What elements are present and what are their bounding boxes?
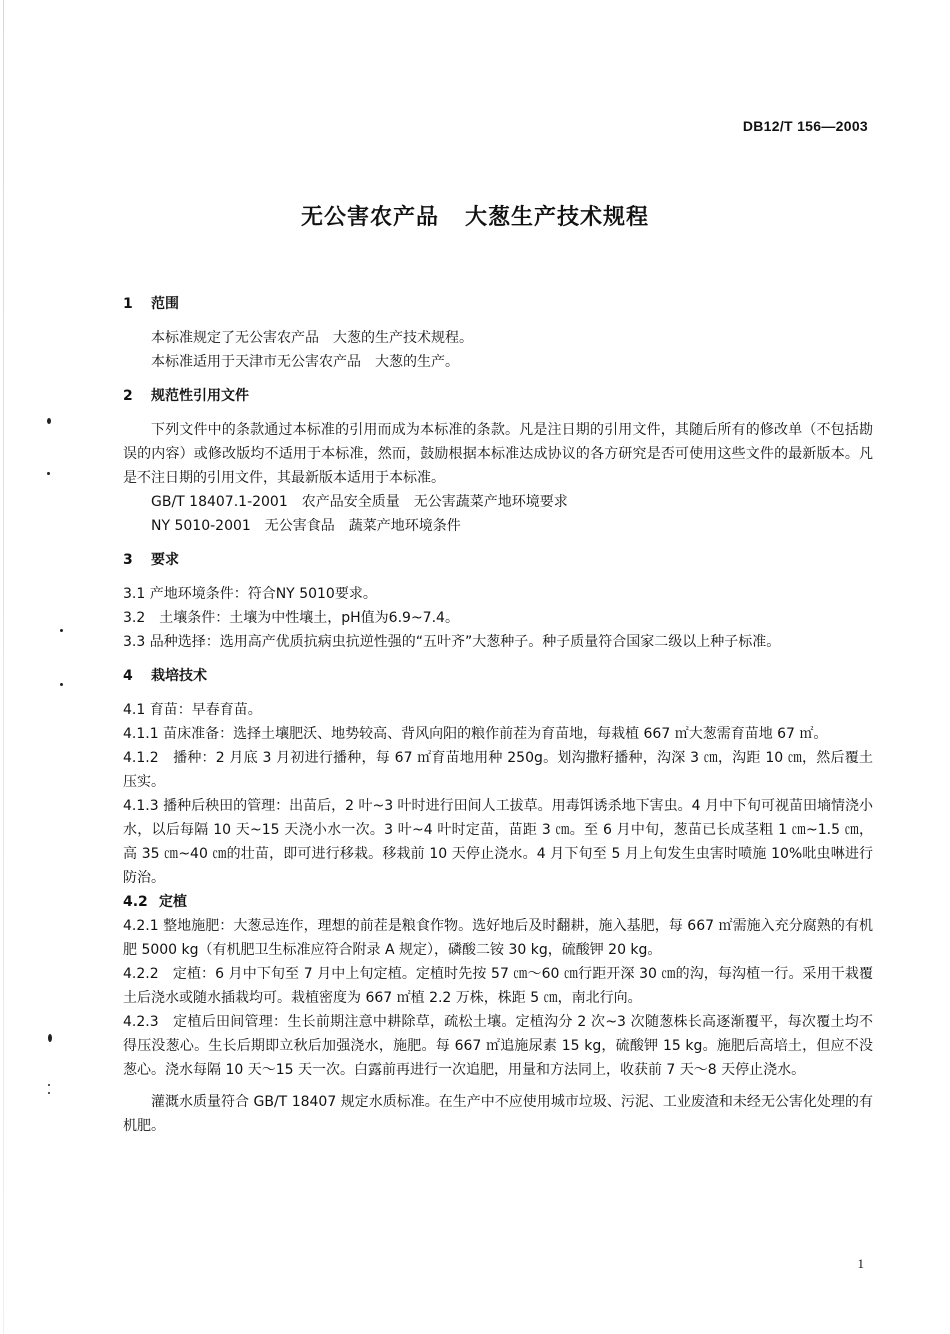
title-part-1: 无公害农产品 (300, 205, 439, 230)
section-3-heading: 3 要求 (123, 552, 179, 568)
clause-4-1-3: 4.1.3 播种后秧田的管理：出苗后，2 叶~3 叶时进行田间人工拔草。用毒饵诱杀地下害虫。4 月中下旬可视苗田墒情浇小水，以后每隔 10 天~15 天浇小水一次。3 叶~4 叶时定苗，苗距 3 ㎝。至 6 月中旬，葱苗已长成茎粗 1 ㎝~1.5 ㎝，高 35 ㎝~40 ㎝的壮苗，即可进行移栽。移栽前 10 天停止浇水。4 月下旬至 5 月上旬发生虫害时喷施 10%吡虫啉进行防治。 (123, 798, 873, 886)
section-1-heading: 1 范围 (123, 296, 179, 312)
clause-4-1-2: 4.1.2 播种：2 月底 3 月初进行播种，每 67 ㎡育苗地用种 250g。划沟撒籽播种，沟深 3 ㎝，沟距 10 ㎝，然后覆土压实。 (123, 750, 873, 790)
reference-2: NY 5010-2001 无公害食品 蔬菜产地环境条件 (151, 518, 461, 534)
reference-1: GB/T 18407.1-2001 农产品安全质量 无公害蔬菜产地环境要求 (151, 494, 568, 510)
clause-3-2: 3.2 土壤条件：土壤为中性壤土，pH值为6.9~7.4。 (123, 610, 459, 626)
scan-speck (48, 1034, 52, 1042)
title-part-2: 大葱生产技术规程 (465, 205, 650, 230)
scan-speck (48, 1084, 50, 1086)
document-body (123, 292, 873, 1138)
clause-4-2-2: 4.2.2 定植：6 月中下旬至 7 月中上旬定植。定植时先按 57 ㎝～60 ㎝行距开深 30 ㎝的沟，每沟植一行。采用干栽覆土后浇水或随水插栽均可。栽植密度为 667 ㎡植 2.2 万株，株距 5 ㎝，南北行向。 (123, 966, 873, 1006)
clause-4-1-1: 4.1.1 苗床准备：选择土壤肥沃、地势较高、背风向阳的粮作前茬为育苗地，每栽植 667 ㎡大葱需育苗地 67 ㎡。 (123, 726, 828, 742)
scan-speck (60, 683, 63, 686)
section-2-paragraph: 下列文件中的条款通过本标准的引用而成为本标准的条款。凡是注日期的引用文件，其随后所有的修改单（不包括勘误的内容）或修改版均不适用于本标准，然而，鼓励根据本标准达成协议的各方研究是否可使用这些文件的最新版本。凡是不注日期的引用文件，其最新版本适用于本标准。 (123, 422, 873, 486)
clause-3-1: 3.1 产地环境条件：符合NY 5010要求。 (123, 586, 377, 602)
scan-speck (48, 1092, 50, 1094)
scan-speck (60, 629, 63, 632)
irrigation-paragraph: 灌溉水质量符合 GB/T 18407 规定水质标准。在生产中不应使用城市垃圾、污泥、工业废渣和未经无公害化处理的有机肥。 (123, 1094, 873, 1134)
scan-speck (47, 418, 51, 424)
clause-4-2-1: 4.2.1 整地施肥：大葱忌连作，理想的前茬是粮食作物。选好地后及时翻耕，施入基肥，每 667 ㎡需施入充分腐熟的有机肥 5000 kg（有机肥卫生标准应符合附录 A 规定），磷酸二铵 30 kg，硫酸钾 20 kg。 (123, 918, 873, 958)
scan-speck (47, 472, 50, 475)
section-1-paragraph-1: 本标准规定了无公害农产品 大葱的生产技术规程。 (151, 330, 473, 346)
clause-4-1: 4.1 育苗：早春育苗。 (123, 702, 262, 718)
clause-4-2-heading: 4.2 定植 (123, 894, 187, 910)
section-1-paragraph-2: 本标准适用于天津市无公害农产品 大葱的生产。 (151, 354, 459, 370)
document-title (0, 200, 950, 231)
section-4-heading: 4 栽培技术 (123, 668, 207, 684)
page-number: 1 (857, 1256, 864, 1271)
standard-code: DB12/T 156—2003 (742, 118, 868, 134)
clause-4-2-3: 4.2.3 定植后田间管理：生长前期注意中耕除草，疏松土壤。定植沟分 2 次~3 次随葱株长高逐渐覆平，每次覆土均不得压没葱心。生长后期即立秋后加强浇水，施肥。每 667 ㎡追施尿素 15 kg，硫酸钾 15 kg。施肥后高培土，但应不没葱心。浇水每隔 10 天～15 天一次。白露前再进行一次追肥，用量和方法同上，收获前 7 天～8 天停止浇水。 (123, 1014, 873, 1078)
clause-3-3: 3.3 品种选择：选用高产优质抗病虫抗逆性强的“五叶齐”大葱种子。种子质量符合国家二级以上种子标准。 (123, 634, 781, 650)
section-2-heading: 2 规范性引用文件 (123, 388, 249, 404)
